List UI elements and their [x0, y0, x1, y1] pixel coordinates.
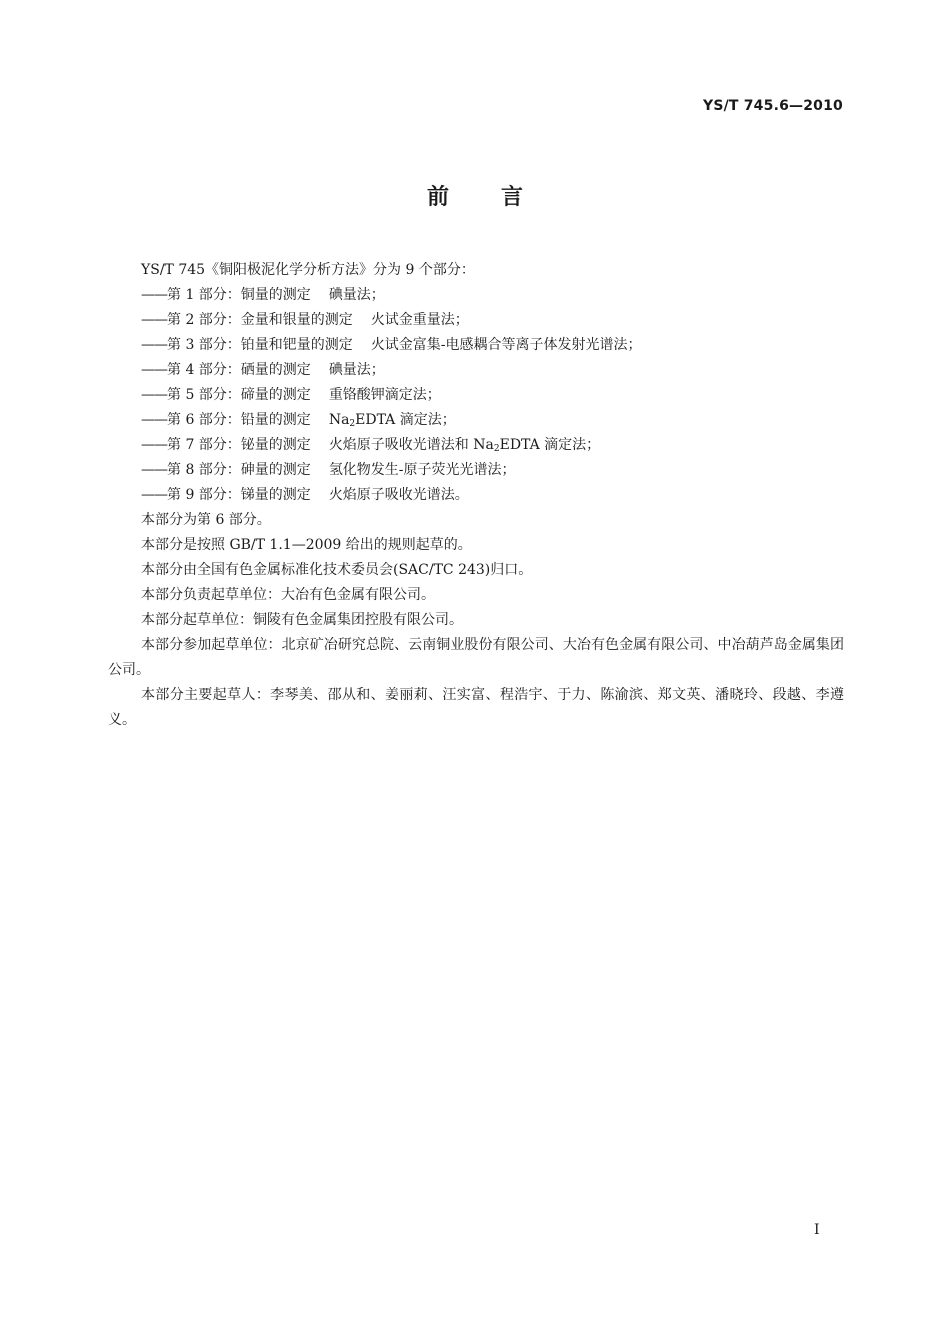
list-item: ——第 9 部分：锑量的测定 火焰原子吸收光谱法。 — [141, 487, 469, 503]
list-item: ——第 1 部分：铜量的测定 碘量法； — [141, 287, 385, 303]
responsible-unit-paragraph: 本部分负责起草单位：大冶有色金属有限公司。 — [141, 587, 435, 603]
drafting-rules-paragraph: 本部分是按照 GB/T 1.1—2009 给出的规则起草的。 — [141, 537, 472, 553]
list-item: ——第 7 部分：铋量的测定 火焰原子吸收光谱法和 $Na_2EDTA$ 滴定法； — [141, 437, 601, 454]
list-item: ——第 8 部分：砷量的测定 氢化物发生-原子荧光光谱法； — [141, 462, 516, 478]
list-item: ——第 2 部分：金量和银量的测定 火试金重量法； — [141, 312, 469, 328]
centralized-paragraph: 本部分由全国有色金属标准化技术委员会(SAC/TC 243)归口。 — [141, 562, 533, 578]
list-item: ——第 5 部分：碲量的测定 重铬酸钾滴定法； — [141, 387, 441, 403]
drafting-unit-paragraph: 本部分起草单位：铜陵有色金属集团控股有限公司。 — [141, 612, 463, 628]
intro-paragraph: YS/T 745《铜阳极泥化学分析方法》分为 9 个部分： — [141, 262, 475, 278]
main-drafters-paragraph: 本部分主要起草人：李琴美、邵从和、姜丽莉、汪实富、程浩宇、于力、陈渝滨、郑文英、潘晓玲、段越、李遵义。 — [108, 687, 844, 728]
list-item: ——第 6 部分：铅量的测定 $Na_2EDTA$ 滴定法； — [141, 412, 456, 429]
page-title: 前言 — [426, 185, 575, 210]
participating-units-paragraph: 本部分参加起草单位：北京矿冶研究总院、云南铜业股份有限公司、大冶有色金属有限公司、中冶葫芦岛金属集团公司。 — [108, 637, 844, 678]
list-item: ——第 4 部分：硒量的测定 碘量法； — [141, 362, 385, 378]
document-code: YS/T 745.6—2010 — [702, 98, 843, 114]
list-item: ——第 3 部分：铂量和钯量的测定 火试金富集-电感耦合等离子体发射光谱法； — [141, 337, 642, 353]
document-body — [108, 258, 844, 733]
this-part-paragraph: 本部分为第 6 部分。 — [141, 512, 271, 528]
page-number: I — [814, 1222, 820, 1238]
